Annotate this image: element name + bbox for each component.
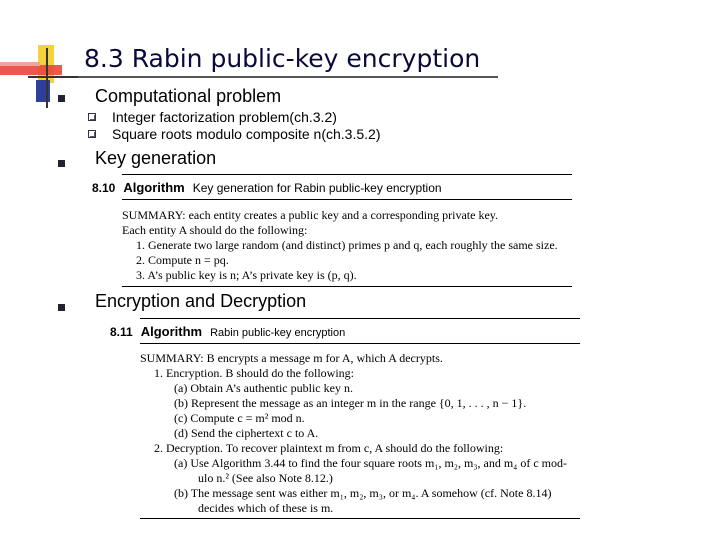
alg-line: (d) Send the ciphertext c to A. — [174, 426, 319, 440]
deco-vertical-line — [46, 48, 48, 108]
bullet-encryption-decryption: Encryption and Decryption — [95, 291, 307, 311]
bullet-marker — [58, 95, 65, 102]
alg-line: 1. Generate two large random (and distinct) primes p and q, each roughly the same size. — [136, 238, 558, 252]
alg-line: ulo n.² (See also Note 8.12.) — [198, 471, 333, 485]
alg-header — [92, 180, 572, 195]
title-underline — [78, 76, 498, 78]
alg-title: Rabin public-key encryption — [210, 327, 346, 339]
alg-bottom-rule — [140, 518, 580, 519]
bullet-marker — [58, 160, 65, 167]
alg-line: SUMMARY: each entity creates a public key and a corresponding private key. — [122, 208, 499, 222]
algorithm-8-10 — [92, 174, 572, 287]
sub-bullet-marker — [88, 130, 96, 138]
deco-horizontal-line — [28, 76, 78, 78]
alg-line: (a) Use Algorithm 3.44 to find the four square roots m₁, m₂, m₃, and m₄ of c mod- — [174, 456, 567, 470]
alg-title: Key generation for Rabin public-key encryption — [192, 181, 442, 195]
alg-top-rule — [122, 174, 572, 175]
alg-header-rule — [140, 343, 580, 344]
deco-red-bar-light — [0, 62, 40, 66]
algorithm-8-11 — [110, 318, 580, 519]
alg-line: (b) The message sent was either m₁, m₂, m₃, or m₄. A somehow (cf. Note 8.14) — [174, 486, 552, 500]
alg-line: 2. Decryption. To recover plaintext m from c, A should do the following: — [154, 441, 504, 455]
bullet-marker — [58, 304, 65, 311]
alg-line: Each entity A should do the following: — [122, 223, 308, 237]
page-title: 8.3 Rabin public-key encryption — [84, 44, 481, 73]
bullet-key-generation: Key generation — [95, 148, 217, 168]
alg-keyword: Algorithm — [123, 180, 185, 195]
deco-red-bar — [0, 65, 62, 75]
alg-number: 8.10 — [92, 181, 116, 195]
alg-line: decides which of these is m. — [198, 501, 334, 515]
alg-top-rule — [140, 318, 580, 319]
sub-bullet-integer-factorization: Integer factorization problem(ch.3.2) — [112, 109, 337, 125]
corner-decoration — [0, 0, 90, 110]
alg-line: 2. Compute n = pq. — [136, 253, 229, 267]
bullet-computational-problem: Computational problem — [95, 86, 282, 106]
alg-number: 8.11 — [110, 325, 133, 339]
alg-line: SUMMARY: B encrypts a message m for A, which A decrypts. — [140, 351, 443, 365]
alg-bottom-rule — [122, 286, 572, 287]
alg-keyword: Algorithm — [140, 324, 203, 339]
alg-line: 1. Encryption. B should do the following: — [154, 366, 354, 380]
alg-line: 3. A’s public key is n; A’s private key is (p, q). — [136, 268, 357, 282]
alg-line: (b) Represent the message as an integer m in the range {0, 1, . . . , n − 1}. — [174, 396, 527, 410]
alg-line: (a) Obtain A’s authentic public key n. — [174, 381, 353, 395]
alg-line: (c) Compute c = m² mod n. — [174, 411, 305, 425]
alg-header — [110, 324, 580, 339]
sub-bullet-marker — [88, 113, 96, 121]
sub-bullet-square-roots: Square roots modulo composite n(ch.3.5.2) — [112, 126, 381, 142]
alg-header-rule — [122, 199, 572, 200]
